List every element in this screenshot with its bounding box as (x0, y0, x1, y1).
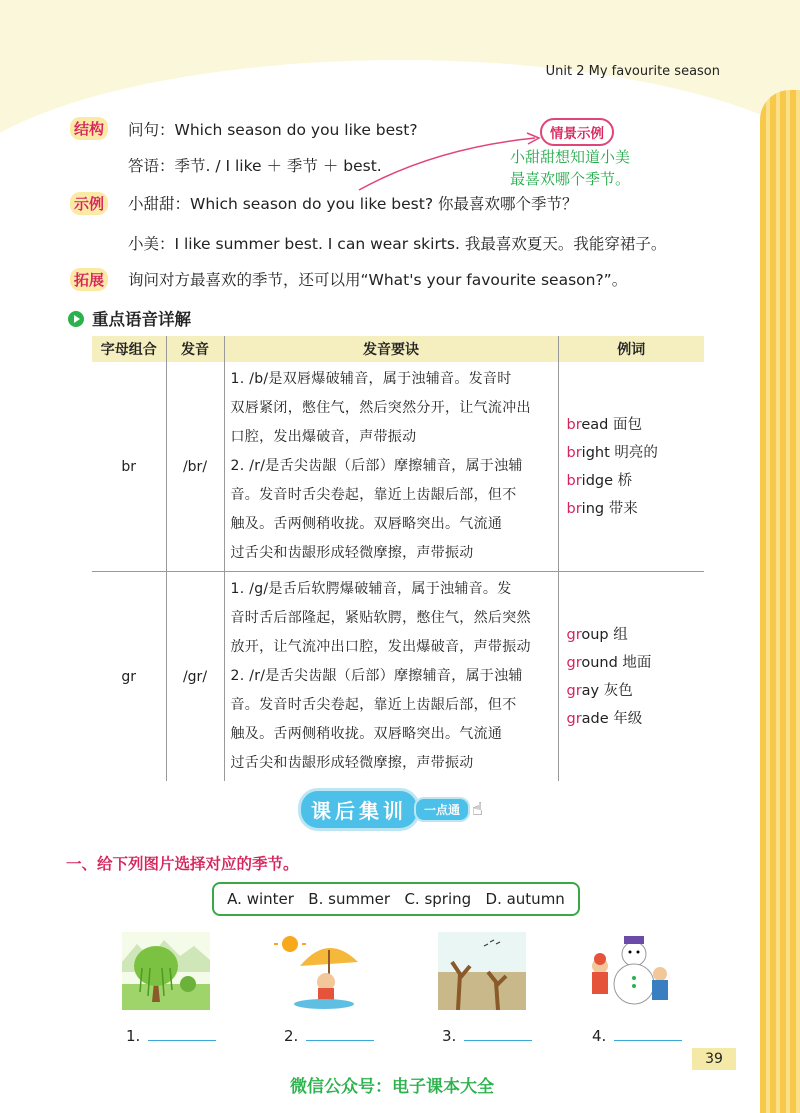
answer-blank-2[interactable]: 2. (284, 1026, 374, 1045)
table-header-rules: 发音要诀 (224, 336, 558, 362)
expand-text: 询问对方最喜欢的季节，还可以用“What's your favourite season?”。 (128, 271, 628, 289)
autumn-tree-picture-icon (438, 932, 526, 1010)
combo-cell: gr (92, 572, 166, 782)
rule-line: 触及。舌两侧稍收拢。双唇略突出。气流通 (230, 726, 503, 742)
words-cell (558, 572, 704, 782)
rule-line: 口腔，发出爆破音，声带振动 (230, 429, 417, 445)
combo-cell: br (92, 362, 166, 572)
page-number: 39 (692, 1048, 736, 1070)
example-word: ground 地面 (566, 654, 652, 671)
play-icon (68, 311, 84, 327)
pronunciation-table (92, 336, 704, 781)
unit-header: Unit 2 My favourite season (545, 64, 720, 79)
answer-blank-1[interactable]: 1. (126, 1026, 216, 1045)
rules-cell (224, 362, 558, 572)
answer-blank-4[interactable]: 4. (592, 1026, 682, 1045)
scenario-badge: 情景示例 (540, 118, 614, 146)
banner-main-text: 课后集训 (298, 788, 420, 831)
example-line-2: 小美：I like summer best. I can wear skirts. 我最喜欢夏天。我能穿裙子。 (128, 235, 667, 253)
page-edge-stripes (760, 90, 800, 1113)
pronunciation-section-title (68, 306, 191, 330)
scenario-text-2: 最喜欢哪个季节。 (510, 170, 631, 188)
rule-line: 放开，让气流冲出口腔，发出爆破音，声带振动 (230, 639, 531, 655)
winter-snowman-picture-icon (584, 932, 672, 1010)
example-word: bridge 桥 (566, 472, 633, 489)
table-row-br (92, 362, 704, 572)
practice-banner (298, 788, 483, 831)
structure-answer: 答语：季节. / I like ＋ 季节 ＋ best. (128, 157, 382, 175)
rule-line: 音。发音时舌尖卷起，靠近上齿龈后部，但不 (230, 697, 517, 713)
options-box (212, 882, 580, 916)
rule-line: 2. /r/是舌尖齿龈（后部）摩擦辅音，属于浊辅 (230, 668, 523, 684)
rule-line: 音。发音时舌尖卷起，靠近上齿龈后部，但不 (230, 487, 517, 503)
pointing-hand-icon: ☝ (472, 799, 483, 820)
exercise-title: 一、给下列图片选择对应的季节。 (66, 855, 299, 873)
spring-willow-picture-icon (122, 932, 210, 1010)
example-word: gray 灰色 (566, 682, 633, 699)
rule-line: 过舌尖和齿龈形成轻微摩擦，声带振动 (230, 545, 474, 561)
words-cell (558, 362, 704, 572)
example-word: group 组 (566, 626, 628, 643)
table-header-sound: 发音 (166, 336, 224, 362)
rules-cell (224, 572, 558, 782)
callout-arrow-icon (355, 128, 545, 194)
example-line-1: 小甜甜：Which season do you like best? 你最喜欢哪个季节？ (128, 195, 578, 213)
rule-line: 1. /b/是双唇爆破辅音，属于浊辅音。发音时 (230, 371, 512, 387)
table-header-words: 例词 (558, 336, 704, 362)
rule-line: 双唇紧闭，憋住气，然后突然分开，让气流冲出 (230, 400, 531, 416)
footer-watermark: 微信公众号：电子课本大全 (290, 1077, 494, 1097)
rule-line: 音时舌后部隆起，紧贴软腭，憋住气，然后突然 (230, 610, 531, 626)
example-word: grade 年级 (566, 710, 643, 727)
structure-label: 结构 (70, 117, 108, 140)
sound-cell: /br/ (166, 362, 224, 572)
rule-line: 触及。舌两侧稍收拢。双唇略突出。气流通 (230, 516, 503, 532)
rule-line: 2. /r/是舌尖齿龈（后部）摩擦辅音，属于浊辅 (230, 458, 523, 474)
option-b: B. summer (308, 890, 391, 908)
example-label: 示例 (70, 192, 108, 215)
option-c: C. spring (404, 890, 472, 908)
answer-blank-3[interactable]: 3. (442, 1026, 532, 1045)
sound-cell: /gr/ (166, 572, 224, 782)
rule-line: 过舌尖和齿龈形成轻微摩擦，声带振动 (230, 755, 474, 771)
scenario-text-1: 小甜甜想知道小美 (510, 148, 631, 166)
option-a: A. winter (227, 890, 294, 908)
table-header-combo: 字母组合 (92, 336, 166, 362)
rule-line: 1. /g/是舌后软腭爆破辅音，属于浊辅音。发 (230, 581, 512, 597)
example-word: bring 带来 (566, 500, 638, 517)
table-row-gr (92, 572, 704, 782)
banner-sub-text: 一点通 (414, 797, 470, 822)
option-d: D. autumn (485, 890, 565, 908)
section-title-text: 重点语音详解 (92, 310, 191, 329)
structure-question: 问句：Which season do you like best? (128, 121, 418, 139)
example-word: bread 面包 (566, 416, 642, 433)
example-word: bright 明亮的 (566, 444, 658, 461)
summer-umbrella-picture-icon (274, 932, 362, 1010)
expand-label: 拓展 (70, 268, 108, 291)
